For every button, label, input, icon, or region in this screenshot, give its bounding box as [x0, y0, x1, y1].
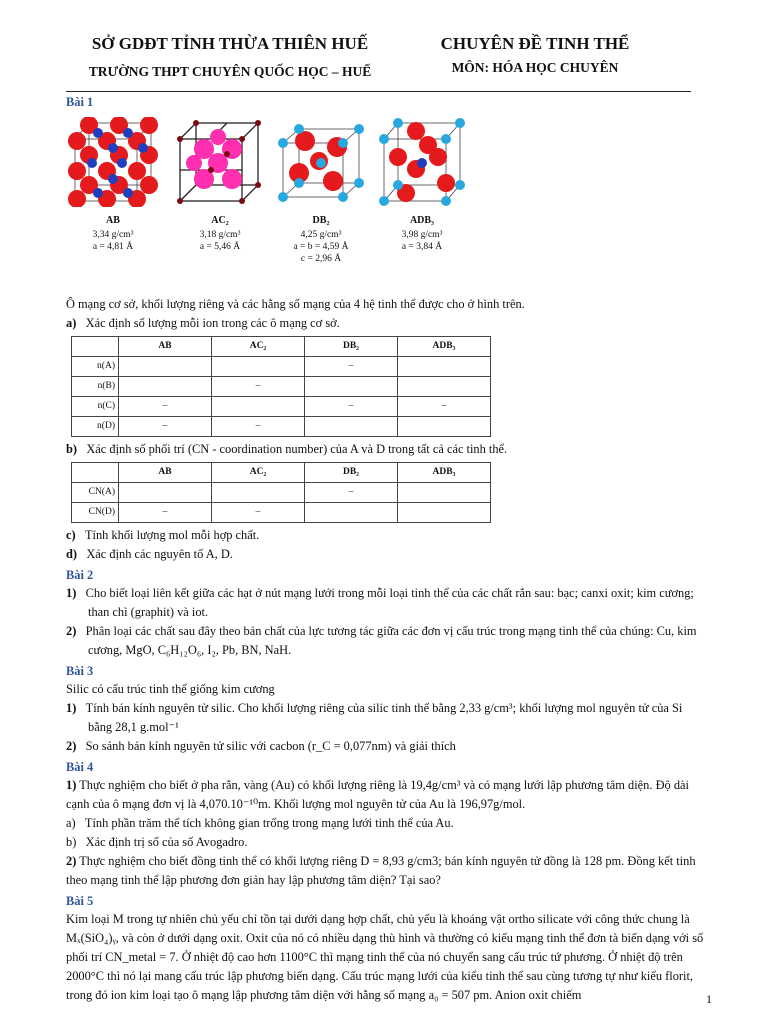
page-number: 1 — [706, 992, 712, 1006]
table-row: n(A) – — [72, 357, 491, 377]
table-row: n(D) – – — [72, 417, 491, 437]
header-left — [60, 34, 400, 80]
coordination-table — [71, 462, 491, 523]
bai2-question-1: 1) Cho biết loại liên kết giữa các hạt ở nút mạng lưới trong mỗi loại tinh thể của các chất rắn sau: bạc; canxi oxit; kim cương; than chì (graphit) và iot. — [66, 586, 694, 619]
table-header: AB — [119, 463, 212, 483]
table-row: CN(D) – – — [72, 503, 491, 523]
bai2-question-2: 2) Phân loại các chất sau đây theo bản chất của lực tương tác giữa các đơn vị cấu trúc trong mạng tinh thể của chúng: Cu, kim cương, MgO, C₆H₁₂O₆, I₂, Pb, BN, NaH. — [66, 624, 697, 657]
crystal-adb3 — [372, 117, 472, 253]
bai2-title: Bài 2 — [66, 568, 94, 582]
crystal-adb3-figure — [376, 117, 468, 207]
bai3-intro: Silic có cấu trúc tinh thể giống kim cương — [66, 682, 275, 696]
crystal-figures — [66, 111, 706, 295]
bai4-question-a: a) Tính phần trăm thể tích không gian trống trong mạng lưới tinh thể của Au. — [66, 816, 454, 830]
bai4-question-b: b) Xác định trị số của số Avogadro. — [66, 835, 248, 849]
document-body — [66, 94, 706, 1024]
crystal-ab-name: AB — [106, 215, 120, 226]
crystal-ac2-name: AC₂ — [211, 215, 229, 226]
table-header: DB₂ — [305, 463, 398, 483]
ion-count-table — [71, 336, 491, 437]
bai4-paragraph-2: 2) Thực nghiệm cho biết đồng tinh thể có khối lượng riêng D = 8,93 g/cm3; bán kính nguyên tử đồng là 128 pm. Đồng kết tinh theo mạng tinh thể lập phương đơn giản hay lập phương tâm diện? Tại sao? — [66, 854, 696, 887]
bai5-title: Bài 5 — [66, 894, 94, 908]
table-row: n(B) – — [72, 377, 491, 397]
table-header: ADB₃ — [398, 463, 491, 483]
crystal-ab-param: a = 4,81 Å — [92, 242, 134, 252]
crystal-adb3-param: a = 3,84 Å — [401, 242, 443, 252]
bai5-paragraph-1: Kim loại M trong tự nhiên chủ yếu chỉ tồn tại dưới dạng hợp chất, chủ yếu là khoáng vật ortho silicate với công thức chung là Mₓ(SiO₄)ᵧ, và còn ở dưới dạng oxit. Oxit của nó có nhiều dạng thù hình và thường có kiểu mạng tinh thể đơn tà biến dạng với số phối trí CN_metal = 7. Ở nhiệt độ cao hơn 1100°C thì mạng tinh thể của nó chuyển sang cấu trúc tứ phương. Ở nhiệt độ trên 2000°C thì nó lại mang cấu trúc lập phương biến dạng. Cấu trúc mạng lưới của kiểu tinh thể sau cùng tương tự như kiểu florit, trong đó ion kim loại tạo ô mạng lập phương tâm diện với hằng số mạng a₀ = 507 pm. Anion oxit chiếm — [66, 912, 704, 1002]
table-row: CN(A) – — [72, 483, 491, 503]
table-header — [72, 463, 119, 483]
crystal-adb3-name: ADB₃ — [409, 215, 435, 226]
table-header: AC₂ — [212, 463, 305, 483]
table-header: ADB₃ — [398, 337, 491, 357]
table-header: AB — [119, 337, 212, 357]
header-divider — [66, 91, 691, 92]
bai1-question-d: d) Xác định các nguyên tố A, D. — [66, 547, 233, 561]
bai3-question-1: 1) Tính bán kính nguyên tử silic. Cho khối lượng riêng của silic tinh thể bằng 2,33 g/cm³; khối lượng mol nguyên tử của Si bằng 28,1 g.mol⁻¹ — [66, 701, 683, 734]
crystal-db2-param: a = b = 4,59 Å — [293, 242, 349, 252]
crystal-db2-figure — [275, 117, 367, 207]
crystal-ab-figure — [67, 117, 159, 207]
table-header: AC₂ — [212, 337, 305, 357]
crystal-ab — [63, 117, 163, 253]
crystal-ac2-param: a = 5,46 Å — [199, 242, 241, 252]
subject-name: MÔN: HÓA HỌC CHUYÊN — [451, 60, 619, 75]
table-header: DB₂ — [305, 337, 398, 357]
department-name: SỞ GDĐT TỈNH THỪA THIÊN HUẾ — [91, 34, 369, 53]
bai1-question-a: a) Xác định số lượng mỗi ion trong các ô mạng cơ sở. — [66, 316, 340, 330]
bai1-question-b: b) Xác định số phối trí (CN - coordination number) của A và D trong tất cả các tinh thể. — [66, 442, 508, 456]
header-right — [412, 34, 658, 76]
crystal-db2-name: DB₂ — [312, 215, 330, 226]
crystal-ac2-figure — [174, 117, 266, 207]
bai4-title: Bài 4 — [66, 760, 94, 774]
bai3-question-2: 2) So sánh bán kính nguyên tử silic với cacbon (r_C = 0,077nm) và giải thích — [66, 739, 456, 753]
crystal-ac2-density: 3,18 g/cm³ — [199, 230, 241, 240]
bai1-title: Bài 1 — [66, 95, 94, 109]
bai1-question-c: c) Tính khối lượng mol mỗi hợp chất. — [66, 528, 260, 542]
crystal-ab-density: 3,34 g/cm³ — [92, 230, 134, 240]
table-row: n(C) – – – — [72, 397, 491, 417]
crystal-db2-density: 4,25 g/cm³ — [300, 230, 342, 240]
bai4-paragraph-1: 1) Thực nghiệm cho biết ở pha rắn, vàng (Au) có khối lượng riêng là 19,4g/cm³ và có mạng lưới lập phương tâm diện. Độ dài cạnh của ô mạng đơn vị là 4,070.10⁻¹⁰m. Khối lượng mol nguyên tử của Au là 196,97g/mol. — [66, 778, 689, 811]
crystal-adb3-density: 3,98 g/cm³ — [401, 230, 443, 240]
school-name: TRƯỜNG THPT CHUYÊN QUỐC HỌC – HUẾ — [88, 64, 372, 79]
crystal-db2-param2: c = 2,96 Å — [300, 254, 342, 264]
document-title: CHUYÊN ĐỀ TINH THỂ — [440, 34, 630, 53]
bai1-intro: Ô mạng cơ sở, khối lượng riêng và các hằng số mạng của 4 hệ tinh thể được cho ở hình trên. — [66, 297, 525, 311]
table-header — [72, 337, 119, 357]
crystal-ac2 — [170, 117, 270, 253]
bai3-title: Bài 3 — [66, 664, 94, 678]
crystal-db2 — [271, 117, 371, 265]
